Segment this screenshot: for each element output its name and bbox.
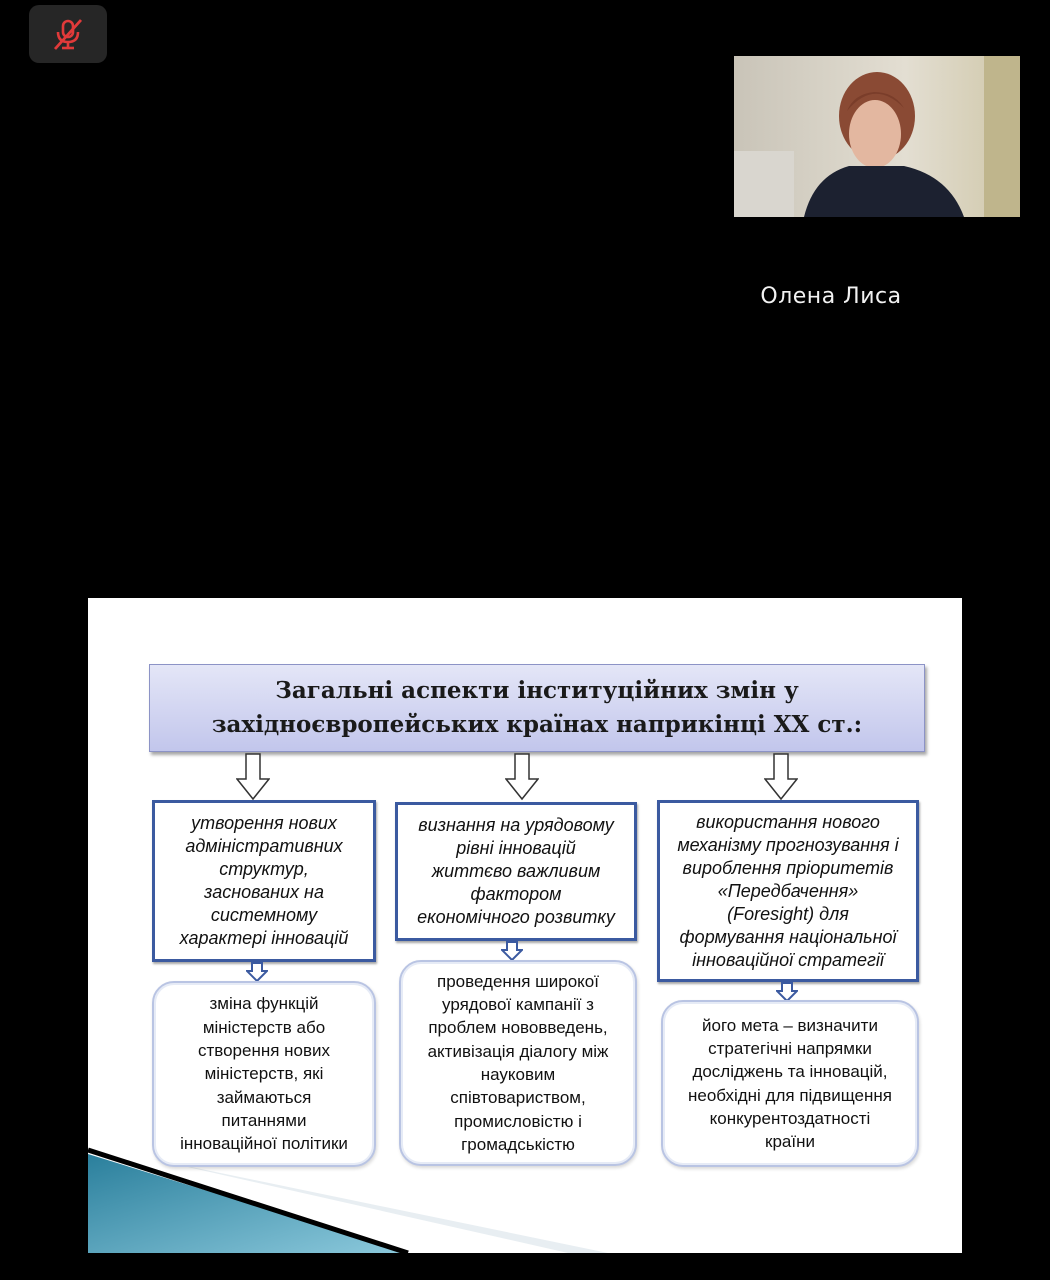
detail-box-3: його мета – визначити стратегічні напрямки досліджень та інновацій, необхідні для підвищення конкурентоздатності країни [661,1000,919,1167]
shared-slide [88,598,962,1253]
detail-box-1: зміна функцій міністерств або створення нових міністерств, які займаються питаннями інноваційної політики [152,981,376,1167]
arrow-down-icon [505,753,539,801]
microphone-muted-icon [51,17,85,51]
participant-video-frame [734,56,1020,217]
slide-title-line-2: західноєвропейських країнах наприкінці ХХ ст.: [211,711,863,738]
mute-button[interactable] [29,5,107,63]
detail-box-2: проведення широкої урядової кампанії з проблем нововведень, активізація діалогу між науковим співтовариством, промисловістю і громадськістю [399,960,637,1166]
aspect-box-2: визнання на урядовому рівні інновацій життєво важливим фактором економічного розвитку [395,802,637,941]
aspect-box-1: утворення нових адміністративних структур, заснованих на системному характері інновацій [152,800,376,962]
small-arrow-down-icon [246,962,268,982]
small-arrow-down-icon [501,941,523,961]
participant-video[interactable] [734,56,1020,217]
slide-title-line-1: Загальні аспекти інституційних змін у [275,677,799,704]
arrow-down-icon [764,753,798,801]
aspect-box-3: використання нового механізму прогнозування і вироблення пріоритетів «Передбачення» (Foresight) для формування національної інноваційної стратегії [657,800,919,982]
slide-title [149,664,925,752]
participant-name: Олена Лиса [760,284,902,309]
small-arrow-down-icon [776,982,798,1002]
arrow-down-icon [236,753,270,801]
